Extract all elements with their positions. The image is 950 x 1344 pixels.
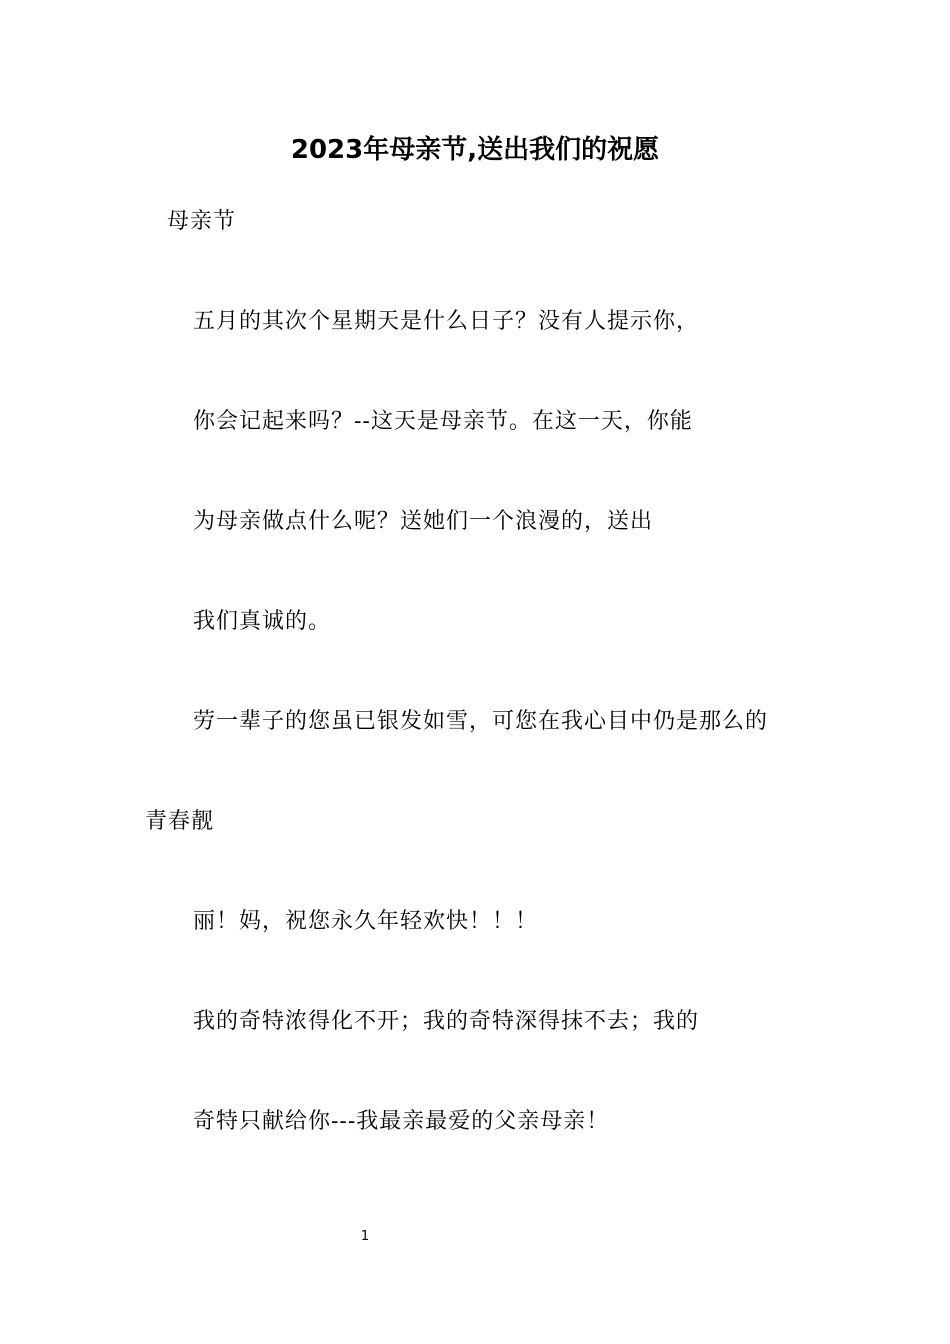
paragraph-line: 劳一辈子的您虽已银发如雪，可您在我心目中仍是那么的 bbox=[193, 709, 769, 734]
paragraph-line: 青春靓 bbox=[145, 809, 215, 834]
paragraph-line: 五月的其次个星期天是什么日子？没有人提示你， bbox=[193, 309, 700, 334]
paragraph-line: 丽！妈，祝您永久年轻欢快！！！ bbox=[193, 909, 539, 934]
paragraph-line: 奇特只献给你---我最亲最爱的父亲母亲！ bbox=[193, 1109, 610, 1134]
paragraph-line: 为母亲做点什么呢？送她们一个浪漫的，送出 bbox=[193, 509, 654, 534]
page-number: 1 bbox=[360, 1229, 370, 1244]
paragraph-line: 你会记起来吗？--这天是母亲节。在这一天，你能 bbox=[193, 409, 693, 434]
paragraph-line: 我们真诚的。 bbox=[193, 609, 332, 634]
section-heading: 母亲节 bbox=[167, 209, 237, 234]
paragraph-line: 我的奇特浓得化不开；我的奇特深得抹不去；我的 bbox=[193, 1009, 700, 1034]
document-title: 2023年母亲节,送出我们的祝愿 bbox=[290, 135, 660, 165]
